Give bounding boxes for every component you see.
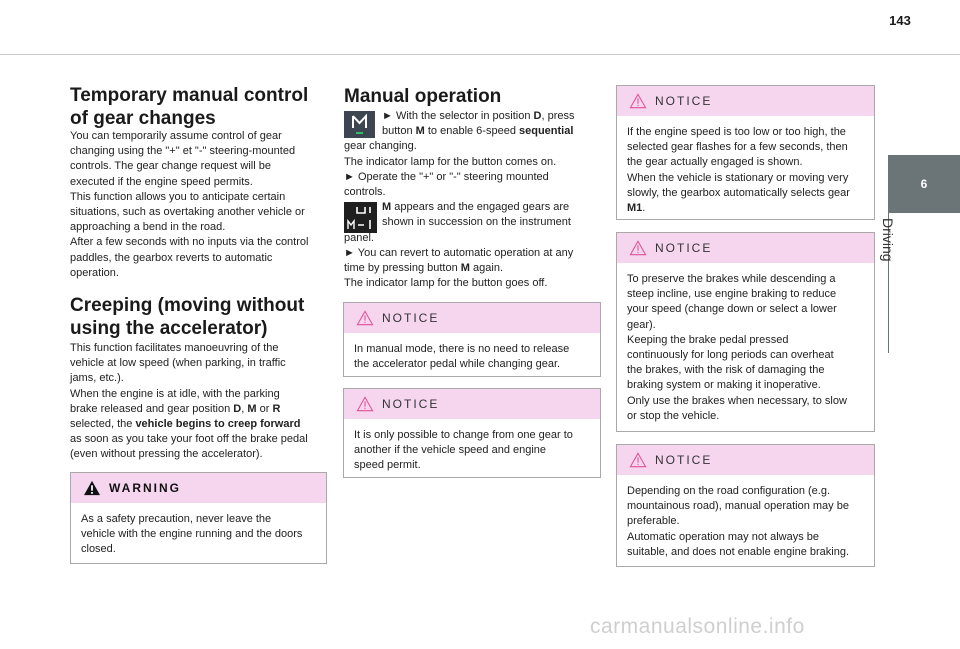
heading-temporary-manual-control	[70, 84, 330, 130]
text-run: or	[256, 402, 273, 415]
header-rule	[0, 54, 960, 55]
paragraph-creeping	[70, 341, 332, 463]
text-line: After a few seconds with no inputs via the control	[70, 236, 309, 249]
notice-header	[344, 389, 600, 419]
text-line: preferable.	[627, 515, 680, 528]
gear-r: R	[272, 402, 281, 415]
text-line: suitable, and does not enable engine braking.	[627, 545, 850, 558]
text-line: To preserve the brakes while descending a	[627, 273, 836, 285]
text-line: paddles, the gearbox reverts to automatic	[70, 251, 273, 264]
text-run: brake released and gear position	[70, 402, 234, 415]
notice-triangle-icon	[629, 452, 647, 468]
text-line: controls.	[344, 186, 386, 199]
text-run: appears and the engaged gears are	[391, 201, 570, 214]
text-line: In manual mode, there is no need to release	[354, 343, 570, 355]
text-line: vehicle at low speed (when parking, in traffic	[70, 357, 286, 370]
text-run: ,	[241, 402, 248, 415]
text-line: or stop the vehicle.	[627, 409, 720, 422]
page-number: 143	[889, 13, 911, 28]
notice-box-manual-mode	[343, 302, 601, 377]
manual-operation-text	[344, 109, 602, 291]
text-line: You can temporarily assume control of gear	[70, 130, 282, 142]
text-line: The indicator lamp for the button comes on.	[344, 155, 557, 168]
warning-header	[71, 473, 326, 503]
text-line: your speed (change down or select a lower	[627, 303, 837, 316]
notice-body	[344, 419, 600, 474]
chapter-title: Driving	[880, 218, 896, 262]
text-line: jams, etc.).	[70, 372, 124, 385]
text-line: braking system or making it inoperative.	[627, 379, 821, 392]
notice-triangle-icon	[356, 396, 374, 412]
text-run: selected, the	[70, 418, 136, 431]
text-line: vehicle with the engine running and the doors	[81, 528, 303, 541]
display-m: M	[382, 201, 392, 214]
gear-m: M	[247, 402, 257, 415]
notice-header	[617, 445, 874, 475]
text-line: Depending on the road configuration (e.g.	[627, 485, 831, 497]
text-line: shown in succession on the instrument	[382, 216, 571, 229]
text-run: ► With the selector in position	[382, 110, 534, 122]
button-m: M	[460, 262, 470, 275]
text-line: ► Operate the "+" or "-" steering mounted	[344, 170, 549, 183]
chapter-tab[interactable]	[888, 155, 960, 213]
notice-triangle-icon	[356, 310, 374, 326]
warning-body	[71, 503, 326, 558]
notice-title: NOTICE	[382, 397, 440, 411]
gear-m1: M1	[627, 202, 643, 215]
warning-title: WARNING	[109, 481, 181, 495]
notice-body	[344, 333, 600, 372]
text-line: panel.	[344, 231, 374, 244]
notice-header	[344, 303, 600, 333]
text-line: mountainous road), manual operation may be	[627, 500, 849, 513]
text-line: operation.	[70, 266, 119, 279]
text-run: time by pressing button	[344, 262, 461, 275]
text-line: As a safety precaution, never leave the	[81, 513, 272, 525]
text-line: changing using the "+" et "-" steering-mounted	[70, 145, 296, 158]
notice-triangle-icon	[629, 240, 647, 256]
text-line: When the vehicle is stationary or moving very	[627, 171, 849, 184]
text-run: button	[382, 125, 416, 138]
text-line	[70, 402, 332, 417]
text-line: slowly, the gearbox automatically selects gear	[627, 186, 850, 199]
text-line: continuously for long periods can overheat	[627, 349, 834, 362]
text-line: This function allows you to anticipate certain	[70, 190, 286, 203]
notice-box-brakes	[616, 232, 875, 432]
text-line: gear changing.	[344, 140, 417, 153]
text-line	[70, 417, 332, 432]
notice-box-engine-speed	[616, 85, 875, 220]
notice-box-gear-change	[343, 388, 601, 478]
text-run: to enable 6-speed	[424, 125, 519, 138]
text-line	[627, 201, 864, 216]
heading-line: Creeping (moving without	[70, 295, 305, 316]
text-line	[344, 124, 602, 139]
text-line: the brakes, with the risk of damaging the	[627, 364, 825, 377]
watermark: carmanualsonline.info	[590, 615, 805, 638]
notice-title: NOTICE	[655, 241, 713, 255]
text-line: The indicator lamp for the button goes off.	[344, 277, 548, 290]
notice-body	[617, 475, 874, 560]
text-line: speed permit.	[354, 459, 421, 472]
text-line: another if the vehicle speed and engine	[354, 444, 547, 457]
text-line	[344, 109, 602, 124]
text-line: It is only possible to change from one gear to	[354, 429, 573, 441]
gear-d: D	[233, 402, 242, 415]
chapter-label	[880, 218, 920, 278]
heading-line: of gear changes	[70, 108, 216, 129]
notice-title: NOTICE	[655, 453, 713, 467]
text-line: Only use the brakes when necessary, to slow	[627, 394, 847, 407]
button-m: M	[415, 125, 425, 138]
text-line: This function facilitates manoeuvring of the	[70, 342, 279, 354]
text-line: (even without pressing the accelerator).	[70, 448, 263, 461]
notice-box-road-configuration	[616, 444, 875, 567]
notice-body	[617, 263, 874, 424]
notice-title: NOTICE	[655, 94, 713, 108]
text-line: as soon as you take your foot off the brake pedal	[70, 433, 308, 446]
gear-d: D	[533, 110, 542, 122]
text-run: , press	[541, 110, 575, 122]
text-line: approaching a bend in the road.	[70, 221, 226, 234]
text-line: gear).	[627, 318, 656, 331]
chapter-number: 6	[920, 177, 928, 191]
warning-triangle-icon	[83, 480, 101, 496]
warning-box	[70, 472, 327, 564]
heading-creeping	[70, 294, 330, 340]
text-line: When the engine is at idle, with the parking	[70, 387, 280, 400]
text-line: situations, such as overtaking another vehicle or	[70, 206, 305, 219]
text-run: again.	[469, 262, 503, 275]
heading-manual-operation: Manual operation	[344, 86, 502, 107]
text-line: controls. The gear change request will be	[70, 160, 271, 173]
text-line: the accelerator pedal while changing gear.	[354, 358, 561, 371]
text-line: executed if the engine speed permits.	[70, 175, 253, 188]
text-line	[344, 200, 602, 215]
notice-header	[617, 233, 874, 263]
text-line: Automatic operation may not always be	[627, 530, 819, 543]
notice-body	[617, 116, 874, 216]
text-line: the gear actually engaged is shown.	[627, 156, 803, 169]
paragraph-temporary	[70, 129, 332, 281]
text-line: If the engine speed is too low or too high, the	[627, 126, 846, 138]
creep-bold: vehicle begins to creep forward	[135, 418, 301, 431]
text-line: steep incline, use engine braking to reduce	[627, 288, 837, 301]
text-line	[344, 261, 602, 276]
text-line: closed.	[81, 543, 116, 556]
notice-triangle-icon	[629, 93, 647, 109]
sequential-bold: sequential	[519, 125, 574, 138]
text-run: .	[642, 202, 646, 215]
text-line: selected gear flashes for a few seconds, then	[627, 141, 848, 154]
heading-line: Temporary manual control	[70, 85, 309, 106]
text-line: Keeping the brake pedal pressed	[627, 333, 789, 346]
heading-line: using the accelerator)	[70, 318, 268, 339]
text-line: ► You can revert to automatic operation at any	[344, 246, 574, 259]
notice-title: NOTICE	[382, 311, 440, 325]
notice-header	[617, 86, 874, 116]
